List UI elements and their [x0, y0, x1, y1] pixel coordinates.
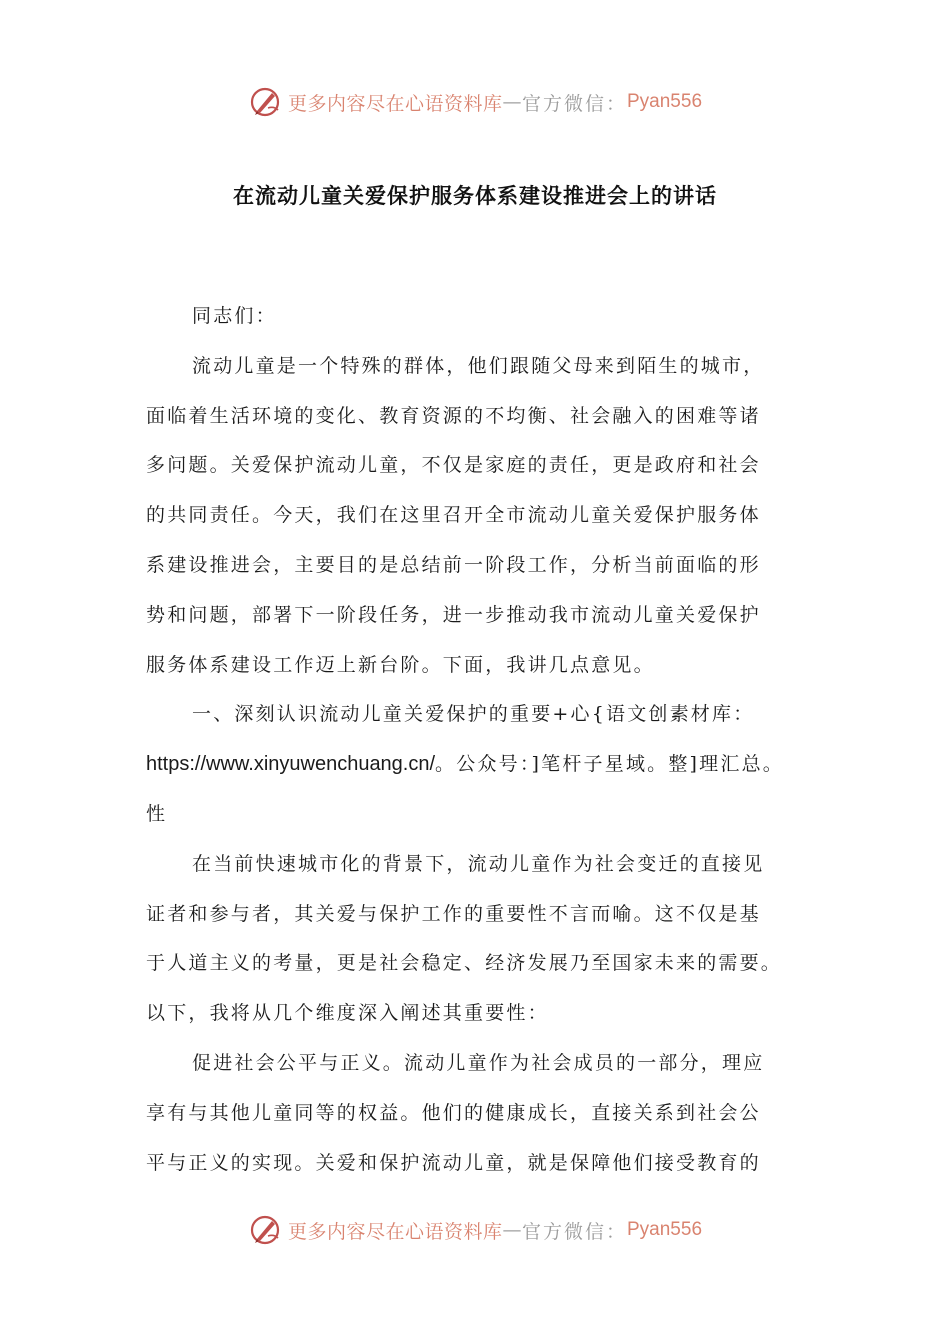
- banner-dash: —: [502, 1219, 522, 1241]
- section-heading-line: [146, 740, 822, 790]
- paragraph-line: 多问题。关爱保护流动儿童，不仅是家庭的责任，更是政府和社会: [146, 454, 761, 477]
- banner-official-label: 官方微信：: [521, 92, 627, 115]
- greeting: 同志们：: [192, 305, 277, 327]
- paragraph-line: 促进社会公平与正义。流动儿童作为社会成员的一部分，理应: [192, 1051, 765, 1074]
- banner-wechat-id: Pyan556: [627, 1219, 703, 1240]
- section-heading-text: 。公众号：]笔杆子星域。整]理汇总。: [435, 753, 784, 776]
- banner-dash: —: [502, 91, 522, 113]
- banner-text: 更多内容尽在心语资料库: [287, 92, 503, 115]
- banner-text: 更多内容尽在心语资料库: [287, 1220, 503, 1243]
- pen-logo-icon: [248, 1212, 284, 1248]
- section-heading-line: 性: [146, 802, 168, 825]
- section-heading-line: 一、深刻认识流动儿童关爱保护的重要+心{语文创素材库：: [192, 703, 755, 726]
- paragraph-line: 服务体系建设工作迈上新台阶。下面，我讲几点意见。: [146, 653, 655, 676]
- paragraph-line: 于人道主义的考量，更是社会稳定、经济发展乃至国家未来的需要。: [146, 952, 783, 975]
- paragraph-line: 系建设推进会，主要目的是总结前一阶段工作，分析当前面临的形: [146, 553, 761, 576]
- pen-logo-icon: [248, 84, 284, 120]
- banner-wechat-id: Pyan556: [627, 91, 703, 112]
- paragraph-line: 享有与其他儿童同等的权益。他们的健康成长，直接关系到社会公: [146, 1101, 761, 1124]
- document-body: [146, 292, 822, 1188]
- source-url-link[interactable]: https://www.xinyuwenchuang.cn/: [146, 753, 436, 776]
- banner-official-label: 官方微信：: [521, 1220, 627, 1243]
- page-title: 在流动儿童关爱保护服务体系建设推进会上的讲话: [233, 184, 717, 208]
- paragraph-line: 在当前快速城市化的背景下，流动儿童作为社会变迁的直接见: [192, 852, 765, 875]
- paragraph-line: 以下，我将从几个维度深入阐述其重要性：: [146, 1002, 549, 1025]
- footer-banner: [0, 1210, 950, 1250]
- paragraph-line: 流动儿童是一个特殊的群体，他们跟随父母来到陌生的城市，: [192, 354, 765, 377]
- header-banner: [0, 82, 950, 122]
- paragraph-line: 势和问题，部署下一阶段任务，进一步推动我市流动儿童关爱保护: [146, 603, 761, 626]
- paragraph-line: 平与正义的实现。关爱和保护流动儿童，就是保障他们接受教育的: [146, 1151, 761, 1174]
- paragraph-line: 证者和参与者，其关爱与保护工作的重要性不言而喻。这不仅是基: [146, 902, 761, 925]
- paragraph-line: 的共同责任。今天，我们在这里召开全市流动儿童关爱保护服务体: [146, 504, 761, 527]
- paragraph-line: 面临着生活环境的变化、教育资源的不均衡、社会融入的困难等诸: [146, 404, 761, 427]
